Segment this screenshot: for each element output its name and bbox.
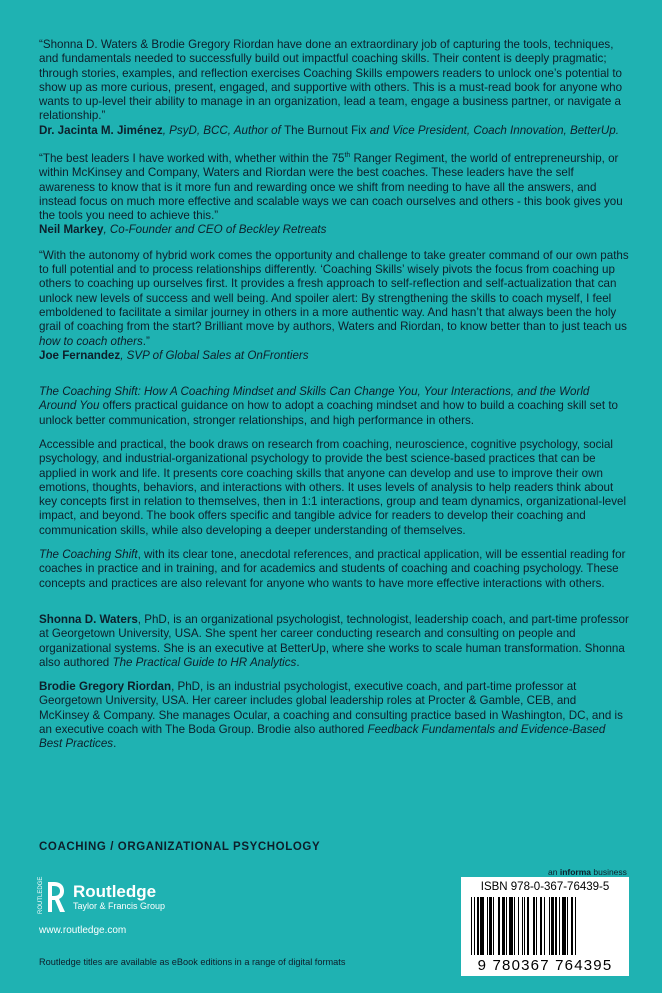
description-p3-text: , with its clear tone, anecdotal references, and practical application, will be essential reading for coaches in practice and in training, and for academics and students of coaching and coaching psychology. These concepts and practices are also relevant for anyone who wants to have more effective interactions with others. bbox=[39, 548, 626, 590]
quote-3-text-a: “With the autonomy of hybrid work comes the opportunity and challenge to take greater command of our own paths to full potential and to process relationships differently. ‘Coaching Skills’ wisely pivots the focus from coaching up others to coaching up ourselves first. It provides a fresh approach to self-reflection and self-actualization that can unlock new levels of success and well being. And spoiler alert: By strengthening the skills to coach myself, I feel emboldened to facilitate a similar journey in others in a more authentic way. And hasn’t that always been the holy grail of coaching from the start? Brilliant move by authors, Waters and Riordan, to know better than to just teach us bbox=[39, 248, 629, 334]
quote-2-role: , Co-Founder and CEO of Beckley Retreats bbox=[103, 223, 327, 237]
bio-waters-book: The Practical Guide to HR Analytics bbox=[112, 655, 297, 669]
subject-category: COACHING / ORGANIZATIONAL PSYCHOLOGY bbox=[39, 841, 321, 853]
quote-2-name: Neil Markey bbox=[39, 223, 104, 237]
informa-suffix: business bbox=[591, 867, 627, 877]
informa-business-label bbox=[548, 867, 627, 877]
informa-brand: informa bbox=[559, 867, 591, 877]
quote-3-attribution bbox=[39, 349, 629, 363]
quote-1-role-book: The Burnout Fix bbox=[284, 123, 367, 137]
quote-1-attribution bbox=[39, 124, 629, 138]
informa-prefix: an bbox=[548, 867, 560, 877]
quote-1-name: Dr. Jacinta M. Jiménez bbox=[39, 123, 163, 137]
back-cover-text bbox=[39, 38, 629, 762]
ebook-note: Routledge titles are available as eBook editions in a range of digital formats bbox=[39, 957, 346, 967]
description-book-title: The Coaching Shift: How A Coaching Mindset and Skills Can Change You, Your Interactions, and the World Around You bbox=[39, 385, 590, 413]
quote-3-text-b: .” bbox=[142, 334, 150, 348]
quote-1-role-a: , PsyD, BCC, Author of bbox=[162, 123, 285, 137]
bio-waters-name: Shonna D. Waters bbox=[39, 612, 138, 626]
bio-riordan-book: Feedback Fundamentals and Evidence-Based Best Practices bbox=[39, 723, 606, 751]
quote-2-attribution bbox=[39, 223, 629, 237]
isbn-text: ISBN 978-0-367-76439-5 bbox=[480, 881, 610, 893]
quote-3-text-em: how to coach others bbox=[39, 334, 143, 348]
quote-2-text bbox=[39, 149, 629, 223]
bio-riordan-name: Brodie Gregory Riordan bbox=[39, 680, 172, 694]
barcode-digits: 9 780367 764395 bbox=[477, 957, 613, 974]
bio-waters-text: , PhD, is an organizational psychologist, technologist, leadership coach, and part-time professor at Georgetown University, USA. She spent her career conducting research and consulting on people and organizational systems. She is an executive at BetterUp, where she works to scale human transformation. Shonna also authored bbox=[39, 612, 629, 669]
barcode-stripe bbox=[576, 897, 577, 955]
description-paragraph-2: Accessible and practical, the book draws on research from coaching, neuroscience, cognitive psychology, social psychology, and industrial-organizational psychology to provide the best science-based practices that can be applied in work and life. It presents core coaching skills that anyone can develop and use to improve their own emotions, thoughts, behaviors, and interactions with others. It uses levels of analysis to help readers think about key concepts first in relation to themselves, then in 1:1 interactions, group and team dynamics, organizational-level impact, and beyond. The book offers specific and tangible advice for readers to develop their coaching and communication skills, while also developing a deeper understanding of themselves. bbox=[39, 437, 627, 537]
bio-riordan-text: , PhD, is an industrial psychologist, executive coach, and part-time professor at Georgetown University, USA. Her career includes global leadership roles at Procter & Gamble, CEB, and McKinsey & Company. She manages Ocular, a coaching and consulting practice based in Washington, DC, and is an executive coach with The Boda Group. Brodie also authored bbox=[39, 680, 623, 737]
quote-3-text bbox=[39, 249, 629, 349]
bio-riordan bbox=[39, 680, 629, 751]
publisher-url[interactable]: www.routledge.com bbox=[39, 925, 127, 936]
publisher-group: Taylor & Francis Group bbox=[73, 900, 166, 911]
bio-riordan-end: . bbox=[113, 737, 117, 751]
publisher-name: Routledge bbox=[73, 881, 157, 901]
barcode-bars bbox=[471, 897, 619, 955]
quote-2-text-a: “The best leaders I have worked with, whether within the 75 bbox=[39, 151, 345, 165]
quote-2-sup: th bbox=[344, 152, 351, 160]
description-paragraph-3 bbox=[39, 548, 629, 591]
description-p3-title: The Coaching Shift bbox=[39, 548, 138, 562]
bio-waters-end: . bbox=[296, 655, 300, 669]
quote-3-role: , SVP of Global Sales at OnFrontiers bbox=[120, 348, 309, 362]
isbn-barcode bbox=[461, 877, 629, 976]
bio-waters bbox=[39, 613, 629, 670]
routledge-logo bbox=[39, 878, 165, 916]
description-p1-text: offers practical guidance on how to adopt a coaching mindset and how to build a coaching skill set to unlock better communication, stronger relationships, and high performance in others. bbox=[39, 399, 618, 427]
quote-2-text-b: Ranger Regiment, the world of entrepreneurship, or within McKinsey and Company, Waters and Riordan were the best coaches. These leaders have the self awareness to know that is it more fun and rewarding once we shift from needing to have all the answers, and instead focus on much more effective and scalable ways we can coach ourselves and others - this book gives you the tools you need to achieve this.” bbox=[39, 151, 623, 223]
quote-1-text: “Shonna D. Waters & Brodie Gregory Riordan have done an extraordinary job of capturing the tools, techniques, and fundamentals needed to successfully build out impactful coaching skills. Their content is deeply pragmatic; through stories, examples, and reflection exercises Coaching Skills empowers readers to unlock one’s potential to show up as more curious, present, engaged, and supportive with others. This is a must-read book for anyone who wants to up-level their ability to manage in an organization, lead a team, engage a business partner, or navigate a relationship.” bbox=[39, 38, 623, 123]
routledge-r-mark-icon bbox=[39, 878, 67, 916]
quote-3-name: Joe Fernandez bbox=[39, 348, 121, 362]
routledge-vertical-text: ROUTLEDGE bbox=[38, 876, 44, 914]
description-paragraph-1 bbox=[39, 385, 629, 428]
quote-1-role-c: and Vice President, Coach Innovation, BetterUp. bbox=[366, 123, 619, 137]
